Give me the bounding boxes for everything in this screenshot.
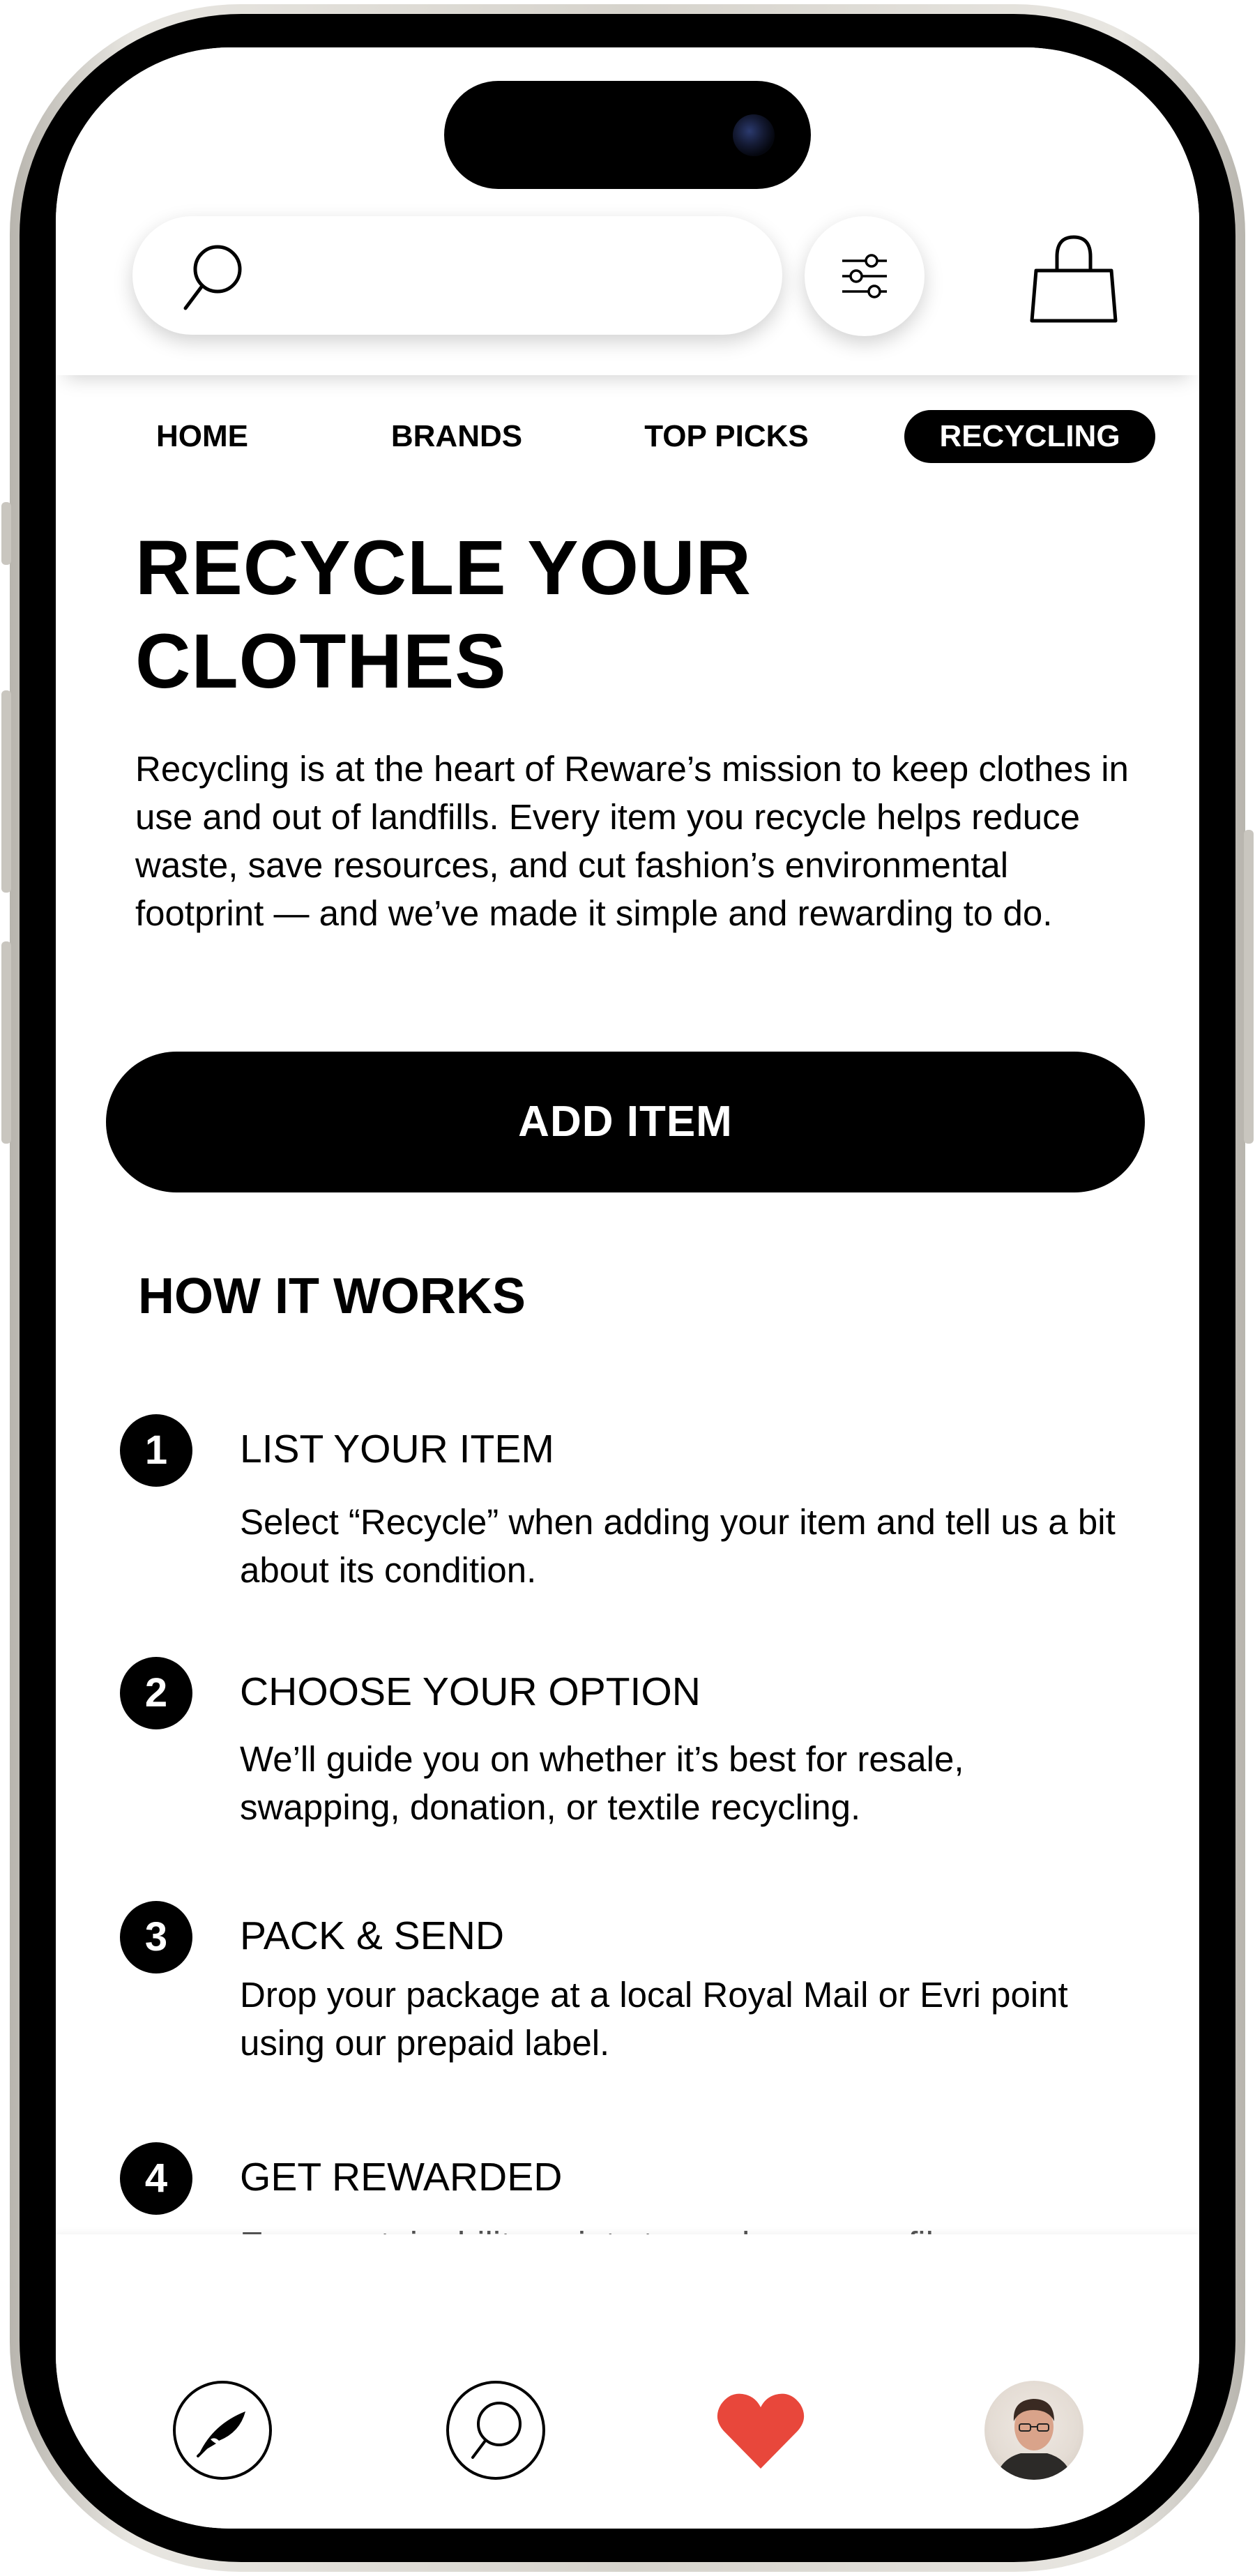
tab-recycling[interactable]: RECYCLING	[904, 410, 1155, 463]
step-title: LIST YOUR ITEM	[240, 1427, 554, 1471]
camera	[733, 114, 775, 156]
page-title-line: RECYCLE YOUR	[135, 525, 752, 611]
step-title: GET REWARDED	[240, 2155, 563, 2199]
page-title-line: CLOTHES	[135, 619, 507, 704]
add-item-button[interactable]: ADD ITEM	[106, 1052, 1145, 1192]
search-icon	[181, 244, 244, 311]
page-title	[135, 522, 1042, 709]
tab-brands[interactable]: BRANDS	[390, 419, 523, 453]
step-2	[120, 1657, 1152, 1838]
bottom-nav	[56, 2234, 1199, 2529]
step-number: 2	[120, 1657, 192, 1729]
nav-favourites-button[interactable]	[711, 2381, 810, 2480]
intro-text: Recycling is at the heart of Reware’s mission to keep clothes in use and out of landfills. Every item you recycle helps reduce waste, save resources, and cut fashion’s environmental footprint — and we’ve made it simple and rewarding to do.	[135, 749, 1129, 933]
nav-profile-button[interactable]	[984, 2381, 1083, 2480]
step-number: 1	[120, 1414, 192, 1487]
step-number: 4	[120, 2142, 192, 2215]
tab-top-picks[interactable]: TOP PICKS	[644, 419, 809, 453]
side-button	[1, 502, 11, 565]
step-3	[120, 1901, 1152, 2082]
search-icon	[446, 2381, 545, 2480]
side-button	[1244, 830, 1254, 1144]
nav-tabs	[56, 410, 1199, 466]
nav-search-button[interactable]	[446, 2381, 545, 2480]
how-it-works-heading: HOW IT WORKS	[138, 1268, 526, 1324]
shopping-bag-icon[interactable]	[1029, 233, 1118, 325]
heart-icon	[711, 2381, 810, 2480]
filter-button[interactable]	[805, 216, 925, 336]
side-button	[1, 941, 11, 1144]
screen	[56, 47, 1199, 2529]
tab-home[interactable]: HOME	[156, 419, 248, 453]
step-1	[120, 1414, 1152, 1596]
step-body: Drop your package at a local Royal Mail or Evri point using our prepaid label.	[240, 1975, 1068, 2063]
sliders-icon	[839, 251, 890, 301]
nav-feather-button[interactable]	[173, 2381, 272, 2480]
step-number: 3	[120, 1901, 192, 1973]
step-body: Select “Recycle” when adding your item and tell us a bit about its condition.	[240, 1502, 1116, 1590]
dynamic-island	[444, 81, 811, 189]
step-title: PACK & SEND	[240, 1914, 505, 1958]
profile-photo-icon	[984, 2381, 1083, 2480]
step-body: We’ll guide you on whether it’s best for resale, swapping, donation, or textile recycling.	[240, 1739, 964, 1827]
side-button	[1, 690, 11, 893]
feather-icon	[173, 2381, 272, 2480]
step-title: CHOOSE YOUR OPTION	[240, 1669, 701, 1714]
avatar	[984, 2381, 1083, 2480]
search-input[interactable]	[132, 216, 782, 335]
header	[56, 47, 1199, 375]
